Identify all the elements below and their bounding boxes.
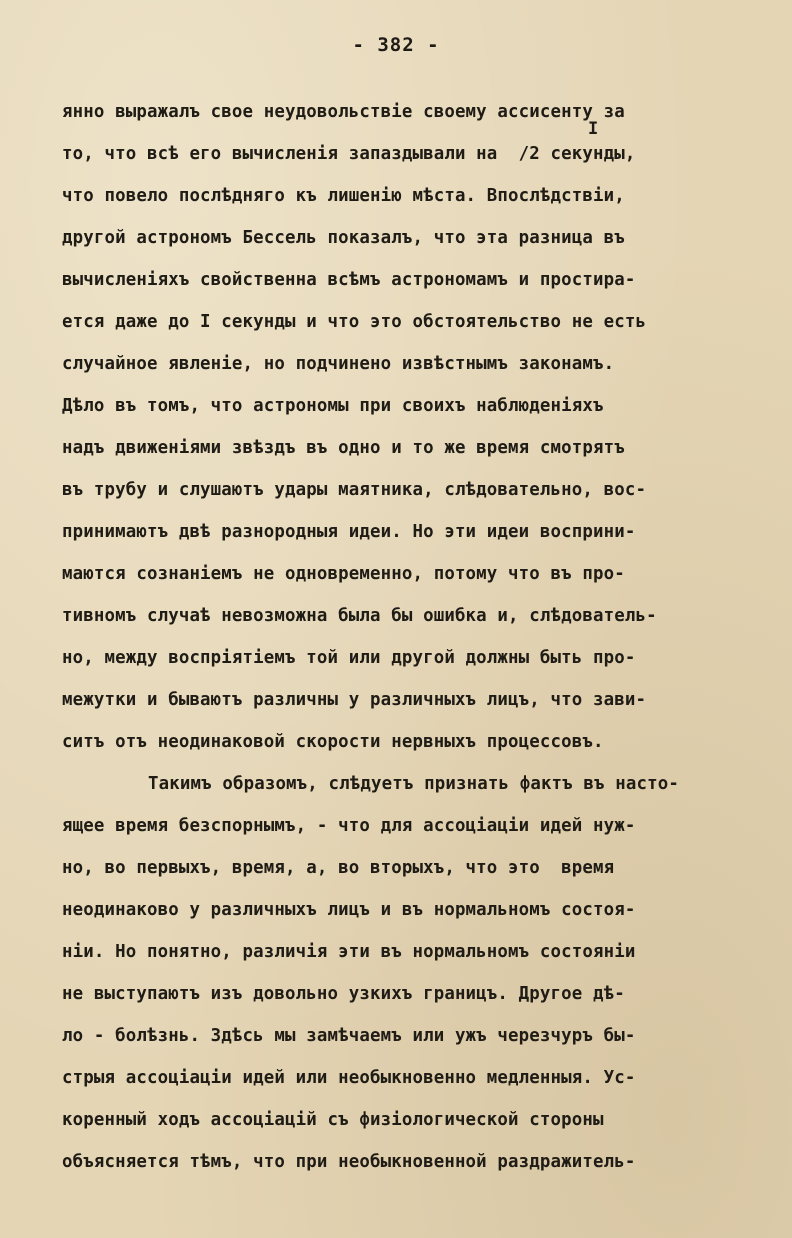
text-line: но, во первыхъ, время, а, во вторыхъ, что это время [62,858,615,878]
fraction-numerator: I [588,119,599,139]
text-line: объясняется тѣмъ, что при необыкновенной раздражитель- [62,1152,636,1172]
text-line: не выступаютъ изъ довольно узкихъ границъ. Другое дѣ- [62,984,625,1004]
text-line: ящее время безспорнымъ, - что для ассоціаціи идей нуж- [62,816,636,836]
text-line: ло - болѣзнь. Здѣсь мы замѣчаемъ или ужъ черезчуръ бы- [62,1026,636,1046]
text-line: ніи. Но понятно, различія эти въ нормальномъ состояніи [62,942,636,962]
text-line: но, между воспріятіемъ той или другой должны быть про- [62,648,636,668]
text-line: въ трубу и слушаютъ удары маятника, слѣдовательно, вос- [62,480,647,500]
text-line: вычисленіяхъ свойственна всѣмъ астрономамъ и простира- [62,270,636,290]
text-line: стрыя ассоціаціи идей или необыкновенно медленныя. Ус- [62,1068,636,1088]
text-line: ситъ отъ неодинаковой скорости нервныхъ процессовъ. [62,732,604,752]
text-line-paragraph-start: Такимъ образомъ, слѣдуетъ признать фактъ въ насто- [148,774,680,794]
text-line: янно выражалъ свое неудовольствіе своему ассисенту за [62,102,625,122]
text-line: случайное явленіе, но подчинено извѣстнымъ законамъ. [62,354,615,374]
text-line: Дѣло въ томъ, что астрономы при своихъ наблюденіяхъ [62,396,604,416]
text-line: то, что всѣ его вычисленія запаздывали на /2 секунды, [62,144,636,164]
text-line: что повело послѣдняго къ лишенію мѣста. Впослѣдствіи, [62,186,625,206]
text-line: коренный ходъ ассоціацій съ физіологической стороны [62,1110,604,1130]
text-line: маются сознаніемъ не одновременно, потому что въ про- [62,564,625,584]
text-line: другой астрономъ Бессель показалъ, что эта разница въ [62,228,625,248]
text-line: тивномъ случаѣ невозможна была бы ошибка и, слѣдователь- [62,606,657,626]
page-number: - 382 - [352,34,440,56]
text-line: ется даже до I секунды и что это обстоятельство не есть [62,312,647,332]
text-line: межутки и бываютъ различны у различныхъ лицъ, что зави- [62,690,647,710]
text-line: неодинаково у различныхъ лицъ и въ нормальномъ состоя- [62,900,636,920]
text-line: принимаютъ двѣ разнородныя идеи. Но эти идеи восприни- [62,522,636,542]
text-line: надъ движеніями звѣздъ въ одно и то же время смотрятъ [62,438,625,458]
